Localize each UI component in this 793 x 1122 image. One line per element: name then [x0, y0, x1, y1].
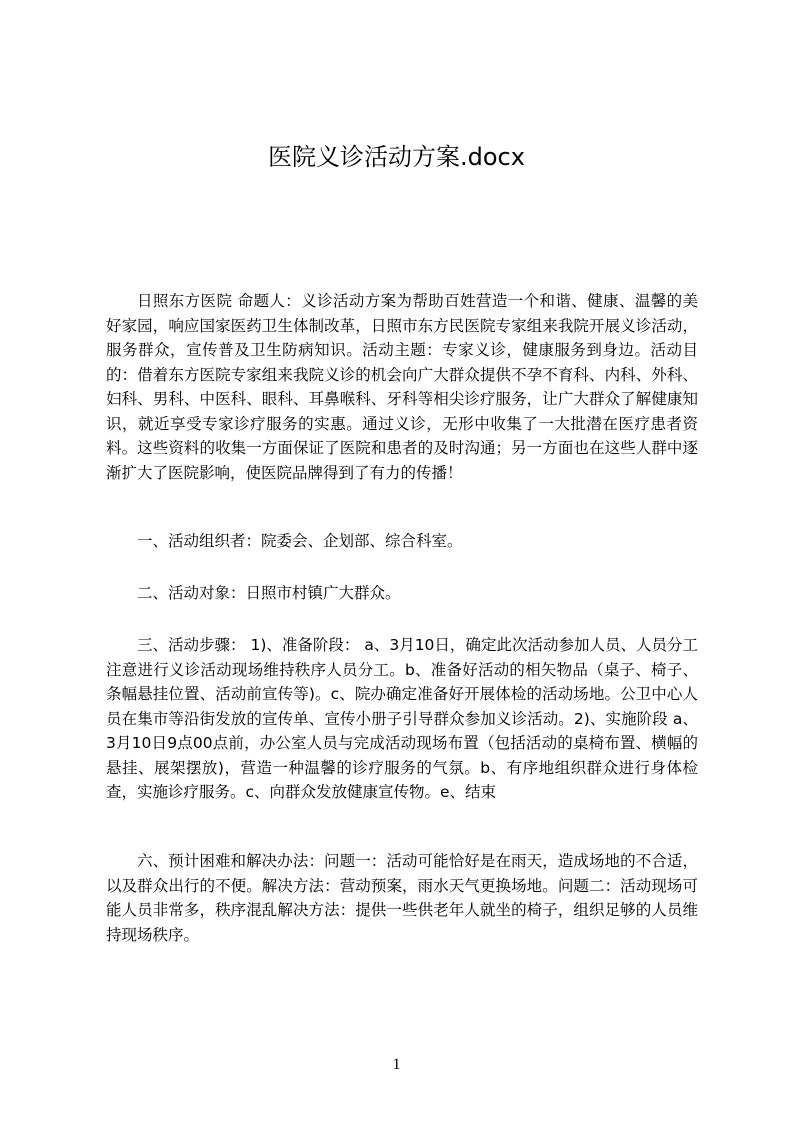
- paragraph-target-audience: 二、活动对象：日照市村镇广大群众。: [137, 584, 401, 602]
- paragraph-activity-steps: 三、活动步骤： 1)、准备阶段： a、3月10日，确定此次活动参加人员、人员分工注意进行义诊活动现场维持秩序人员分工。b、准备好活动的相矢物品（桌子、椅子、条幅悬挂位置、活动前宣传等)。c、院办确定准备好开展体检的活动场地。公卫中心人员在集市等沿街发放的宣传单、宣传小册子引导群众参加义诊活动。2)、实施阶段 a、3月10日9点00点前，办公室人员与完成活动现场布置（包括活动的桌椅布置、横幅的悬挂、展架摆放)，营造一种温馨的诊疗服务的气氛。b、有序地组织群众进行身体检查，实施诊疗服务。c、向群众发放健康宣传物。e、结束: [106, 636, 698, 801]
- paragraph-intro: 日照东方医院 命题人：义诊活动方案为帮助百姓营造一个和谐、健康、温馨的美好家园，响应国家医药卫生体制改革，日照市东方民医院专家组来我院开展义诊活动，服务群众，宣传普及卫生防病知识。活动主题：专家义诊，健康服务到身边。活动目的：借着东方医院专家组来我院义诊的机会向广大群众提供不孕不育科、内科、外科、妇科、男科、中医科、眼科、耳鼻喉科、牙科等相尖诊疗服务，让广大群众了解健康知识，就近享受专家诊疗服务的实惠。通过义诊，无形中收集了一大批潜在医疗患者资料。这些资料的收集一方面保证了医院和患者的及时沟通；另一方面也在这些人群中逐渐扩大了医院影响，使医院品牌得到了有力的传播！: [106, 292, 698, 482]
- paragraph-difficulties-solutions: 六、预计困难和解决办法：问题一：活动可能恰好是在雨天，造成场地的不合适，以及群众出行的不便。解决方法：营动预案，雨水天气更换场地。问题二：活动现场可能人员非常多，秩序混乱解决方法：提供一些供老年人就坐的椅子，组织足够的人员维持现场秩序。: [106, 852, 698, 944]
- paragraph-organizer: 一、活动组织者：院委会、企划部、综合科室。: [137, 532, 463, 550]
- document-title: 医院义诊活动方案.docx: [268, 143, 525, 171]
- page-number: 1: [392, 1056, 401, 1073]
